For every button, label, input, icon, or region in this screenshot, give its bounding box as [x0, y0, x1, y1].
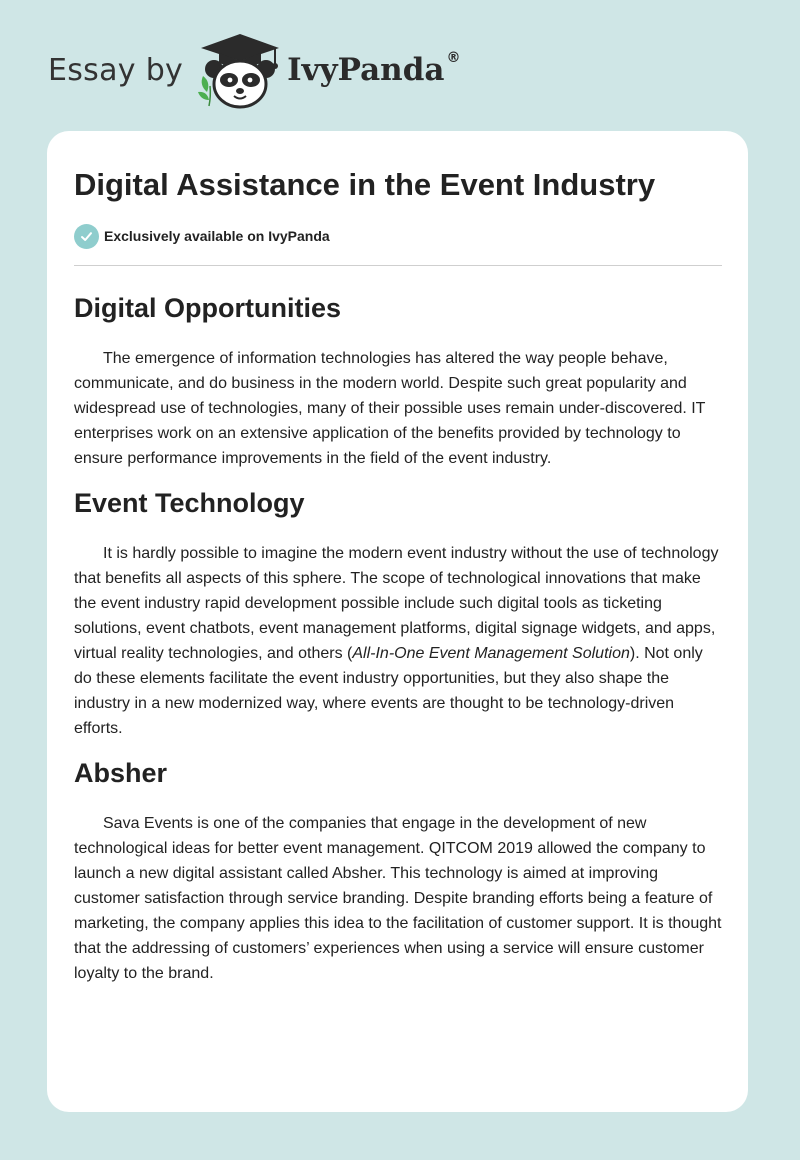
section-paragraph: The emergence of information technologies has altered the way people behave, communicate, and do business in the modern world. Despite such great popularity and widespread use of technologies, many of their possible uses remain under-discovered. IT enterprises work on an extensive application of the benefits provided by technology to ensure performance improvements in the field of the event industry. — [74, 350, 706, 467]
section-event-technology — [74, 486, 722, 741]
citation: All-In-One Event Management Solution — [352, 645, 630, 662]
section-paragraph: Sava Events is one of the companies that engage in the development of new technological ideas for better event management. QITCOM 2019 allowed the company to launch a new digital assistant called Absher. This technology is aimed at improving customer satisfaction through service branding. Despite branding efforts being a feature of marketing, the company applies this idea to the facilitation of customer support. It is thought that the addressing of customers’ experiences when using a service will ensure customer loyalty to the brand. — [74, 815, 722, 982]
page-title: Digital Assistance in the Event Industry — [74, 167, 656, 202]
brand-prefix: Essay by — [48, 52, 184, 88]
section-absher — [74, 756, 722, 986]
checkmark-icon — [80, 230, 93, 243]
section-heading: Event Technology — [74, 488, 305, 518]
brand-name: IvyPanda — [287, 52, 445, 88]
paragraph-text: It is hardly possible to imagine the modern event industry without the use of technology that benefits all aspects of this sphere. The scope of technological innovations that make the event industry rapid development possible include such digital tools as ticketing solutions, event chatbots, event management platforms, digital signage widgets, and apps, virtual reality technologies, and others ( — [74, 545, 719, 662]
section-heading: Digital Opportunities — [74, 293, 341, 323]
section-paragraph — [74, 541, 724, 741]
check-circle-icon — [74, 224, 99, 249]
paragraph-text: ). Not only do these elements facilitate the event industry opportunities, but they also shape the industry in a new modernized way, where events are thought to be technology-driven efforts. — [74, 645, 703, 737]
exclusive-badge — [74, 223, 722, 249]
section-digital-opportunities — [74, 291, 722, 471]
exclusive-label: Exclusively available on IvyPanda — [104, 228, 330, 244]
panda-graduate-icon — [197, 30, 283, 110]
brand-header — [48, 30, 461, 110]
section-heading: Absher — [74, 758, 168, 788]
essay-card — [47, 131, 748, 1112]
title-divider — [74, 265, 722, 266]
registered-mark: ® — [446, 50, 461, 66]
